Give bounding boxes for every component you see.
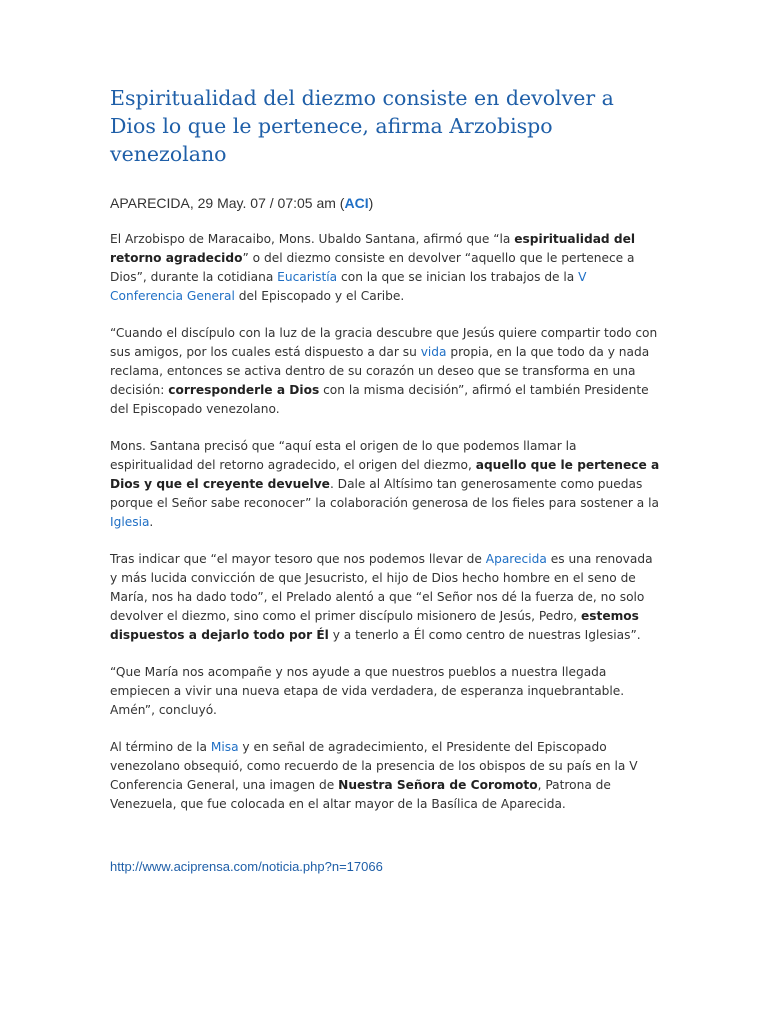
source-url-link[interactable]: http://www.aciprensa.com/noticia.php?n=17066	[110, 859, 383, 874]
text-run: ” o del diezmo consiste en devolver “aquello que le pertenece a Dios”, durante la cotidiana	[110, 251, 635, 284]
text-run: propia, en la que todo da y nada reclama, entonces se activa dentro de su corazón un deseo que se transforma en una decisión:	[110, 345, 650, 397]
text-run: Al término de la	[110, 740, 211, 754]
article-body	[110, 230, 660, 814]
link-v-conferencia-general[interactable]: V Conferencia General	[110, 270, 587, 303]
text-run: y a tenerlo a Él como centro de nuestras Iglesias”.	[328, 628, 641, 642]
dateline	[110, 194, 660, 212]
link-aparecida[interactable]: Aparecida	[485, 552, 547, 566]
bold-phrase: estemos dispuestos a dejarlo todo por Él	[110, 609, 639, 642]
text-run: Tras indicar que “el mayor tesoro que nos podemos llevar de	[110, 552, 486, 566]
bold-phrase: espiritualidad del retorno agradecido	[110, 232, 636, 265]
text-run: y en señal de agradecimiento, el Presidente del Episcopado venezolano obsequió, como recuerdo de la presencia de los obispos de su país en la V Conferencia General, una imagen de	[110, 740, 638, 792]
text-run: es una renovada y más lucida convicción de que Jesucristo, el hijo de Dios hecho hombre en el seno de María, nos ha dado todo”, el Prelado alentó a que “el Señor nos dé la fuerza de, no solo devolver el diezmo, sino como el primer discípulo misionero de Jesús, Pedro,	[110, 552, 653, 623]
paragraph-3	[110, 437, 660, 532]
dateline-close: )	[368, 195, 374, 211]
text-run: , Patrona de Venezuela, que fue colocada en el altar mayor de la Basílica de Aparecida.	[110, 778, 611, 811]
paragraph-1	[110, 230, 660, 306]
text-run: . Dale al Altísimo tan generosamente como puedas porque el Señor sabe reconocer” la colaboración generosa de los fieles para sostener a la	[110, 477, 659, 510]
link-vida[interactable]: vida	[420, 345, 447, 359]
text-run: Mons. Santana precisó que “aquí esta el origen de lo que podemos llamar la espiritualidad del retorno agradecido, el origen del diezmo,	[110, 439, 577, 472]
bold-phrase: corresponderle a Dios	[168, 383, 320, 397]
paragraph-5	[110, 663, 660, 720]
text-run: “Cuando el discípulo con la luz de la gracia descubre que Jesús quiere compartir todo con sus amigos, por los cuales está dispuesto a dar su	[110, 326, 658, 359]
text-run: .	[149, 515, 154, 529]
paragraph-4	[110, 550, 660, 645]
link-eucaristia[interactable]: Eucaristía	[277, 270, 338, 284]
bold-phrase: aquello que le pertenece a Dios y que el creyente devuelve	[110, 458, 660, 491]
link-iglesia[interactable]: Iglesia	[110, 515, 150, 529]
article	[110, 84, 660, 876]
paragraph-2	[110, 324, 660, 419]
agency-link[interactable]: ACI	[344, 195, 369, 211]
dateline-text: APARECIDA, 29 May. 07 / 07:05 am (	[110, 195, 345, 211]
text-run: “Que María nos acompañe y nos ayude a que nuestros pueblos a nuestra llegada empiecen a vivir una nueva etapa de vida verdadera, de esperanza inquebrantable. Amén”, concluyó.	[110, 665, 625, 717]
text-run: El Arzobispo de Maracaibo, Mons. Ubaldo Santana, afirmó que “la	[110, 232, 515, 246]
text-run: del Episcopado y el Caribe.	[234, 289, 405, 303]
text-run: con la que se inician los trabajos de la	[337, 270, 579, 284]
link-misa[interactable]: Misa	[210, 740, 239, 754]
bold-phrase: Nuestra Señora de Coromoto	[338, 778, 538, 792]
paragraph-6	[110, 738, 660, 814]
text-run: con la misma decisión”, afirmó el también Presidente del Episcopado venezolano.	[110, 383, 649, 416]
article-title: Espiritualidad del diezmo consiste en devolver a Dios lo que le pertenece, afirma Arzobispo venezolano	[110, 86, 614, 166]
